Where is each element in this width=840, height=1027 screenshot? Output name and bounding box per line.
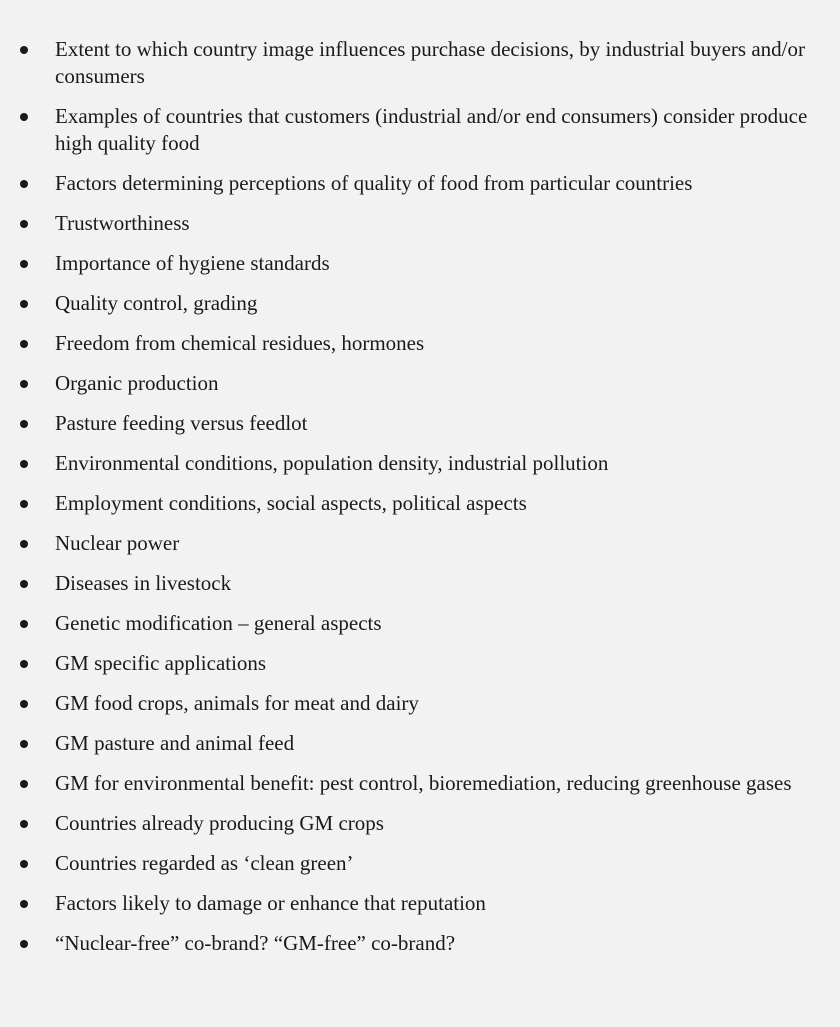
- list-item-text: Freedom from chemical residues, hormones: [55, 331, 425, 355]
- list-item: [0, 370, 840, 397]
- list-item-text: Examples of countries that customers (industrial and/or end consumers) consider produce high quality food: [55, 104, 808, 155]
- list-item: [0, 250, 840, 277]
- bullet-icon: [20, 380, 28, 388]
- bullet-icon: [20, 660, 28, 668]
- list-item-text: Employment conditions, social aspects, political aspects: [55, 491, 527, 515]
- bullet-icon: [20, 620, 28, 628]
- list-item-text: Importance of hygiene standards: [55, 251, 330, 275]
- list-item-text: Countries regarded as ‘clean green’: [55, 851, 354, 875]
- bullet-icon: [20, 820, 28, 828]
- list-item-text: Factors likely to damage or enhance that reputation: [55, 891, 486, 915]
- bullet-icon: [20, 180, 28, 188]
- list-item: [0, 330, 840, 357]
- bullet-icon: [20, 540, 28, 548]
- bullet-icon: [20, 113, 28, 121]
- list-item-text: Factors determining perceptions of quality of food from particular countries: [55, 171, 693, 195]
- bullet-icon: [20, 300, 28, 308]
- list-item-text: “Nuclear-free” co-brand? “GM-free” co-brand?: [55, 931, 456, 955]
- bullet-icon: [20, 780, 28, 788]
- list-item: [0, 170, 840, 197]
- list-item-text: Countries already producing GM crops: [55, 811, 384, 835]
- list-item: [0, 450, 840, 477]
- list-item-text: Diseases in livestock: [55, 571, 232, 595]
- list-item: [0, 103, 840, 157]
- list-item: [0, 210, 840, 237]
- list-item: [0, 690, 840, 717]
- bullet-icon: [20, 46, 28, 54]
- list-item: [0, 410, 840, 437]
- list-item-text: Genetic modification – general aspects: [55, 611, 382, 635]
- bullet-icon: [20, 220, 28, 228]
- list-item: [0, 290, 840, 317]
- bullet-icon: [20, 900, 28, 908]
- list-item-text: GM for environmental benefit: pest control, bioremediation, reducing greenhouse gases: [55, 771, 792, 795]
- bullet-icon: [20, 420, 28, 428]
- list-item-text: Trustworthiness: [55, 211, 190, 235]
- bullet-icon: [20, 860, 28, 868]
- list-item-text: GM food crops, animals for meat and dairy: [55, 691, 419, 715]
- list-item: [0, 930, 840, 957]
- list-item: [0, 530, 840, 557]
- list-item: [0, 770, 840, 797]
- list-item-text: Environmental conditions, population density, industrial pollution: [55, 451, 609, 475]
- list-item: [0, 36, 840, 90]
- list-item: [0, 650, 840, 677]
- bullet-icon: [20, 500, 28, 508]
- bullet-icon: [20, 340, 28, 348]
- list-item-text: Nuclear power: [55, 531, 180, 555]
- list-item: [0, 490, 840, 517]
- bullet-icon: [20, 740, 28, 748]
- bullet-icon: [20, 580, 28, 588]
- list-item: [0, 890, 840, 917]
- bullet-icon: [20, 940, 28, 948]
- list-item: [0, 810, 840, 837]
- list-item-text: Pasture feeding versus feedlot: [55, 411, 308, 435]
- list-item-text: GM pasture and animal feed: [55, 731, 295, 755]
- list-item: [0, 610, 840, 637]
- list-item-text: Organic production: [55, 371, 219, 395]
- list-item-text: Quality control, grading: [55, 291, 258, 315]
- bullet-icon: [20, 260, 28, 268]
- list-item-text: GM specific applications: [55, 651, 267, 675]
- list-item: [0, 570, 840, 597]
- list-item: [0, 850, 840, 877]
- bullet-icon: [20, 700, 28, 708]
- bullet-icon: [20, 460, 28, 468]
- bullet-list: [0, 36, 840, 970]
- list-item-text: Extent to which country image influences purchase decisions, by industrial buyers and/or consumers: [55, 37, 805, 88]
- list-item: [0, 730, 840, 757]
